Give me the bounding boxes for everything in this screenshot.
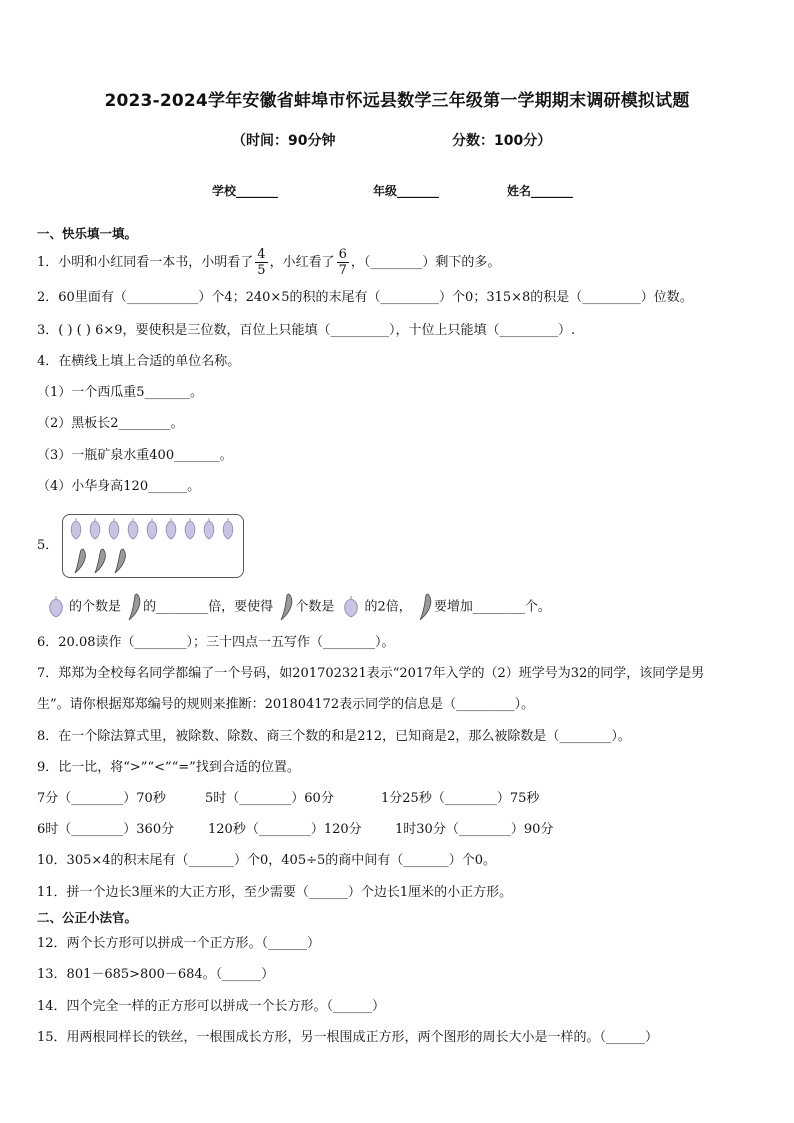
section-2-title: 二、公正小法官。 [37, 910, 138, 925]
question-15: 15．用两根同样长的铁丝，一根围成长方形，另一根围成正方形，两个图形的周长大小是一样的。（______） [37, 1030, 659, 1045]
section-1-title: 一、快乐填一填。 [37, 226, 138, 241]
question-11: 11．拼一个边长3厘米的大正方形，至少需要（______）个边长1厘米的小正方形。 [37, 885, 513, 900]
q1-text-a: 1．小明和小红同看一本书，小明看了 [37, 255, 254, 270]
question-12: 12．两个长方形可以拼成一个正方形。（______） [37, 936, 321, 951]
chili-pepper-icon [416, 592, 434, 622]
question-4-1: （1）一个西瓜重5_______。 [37, 385, 204, 400]
garlic-icon [338, 596, 364, 618]
question-1 [37, 247, 500, 278]
q9-row-1-b: 5时（________）60分 [205, 791, 334, 806]
question-9: 9．比一比，将“>”“<”“=”找到合适的位置。 [37, 760, 300, 775]
q5-text-4: 的2倍， [364, 599, 412, 615]
chili-pepper-icon-group [69, 547, 139, 575]
q5-text-2: 的________倍，要使得 [143, 599, 274, 615]
q9-row-2-a: 6时（________）360分 [37, 822, 175, 837]
chili-pepper-icon [277, 592, 295, 622]
question-2: 2．60里面有（___________）个4；240×5的积的末尾有（_________）个0；315×8的积是（_________）位数。 [37, 290, 693, 305]
question-10: 10．305×4的积末尾有（_______）个0，405÷5的商中间有（_______）个0。 [37, 853, 497, 868]
q9-row-1-a: 7分（________）70秒 [37, 791, 166, 806]
question-3: 3．( ) ( ) 6×9，要使积是三位数，百位上只能填（_________），十位上只能填（_________）. [37, 323, 576, 338]
school-field: 学校_______ [212, 184, 279, 198]
garlic-icon [43, 596, 69, 618]
total-score: 分数：100分） [452, 133, 552, 149]
grade-field: 年级_______ [373, 184, 440, 198]
question-6: 6．20.08读作（________）；三十四点一五写作（________）。 [37, 635, 395, 650]
question-8: 8．在一个除法算式里，被除数、除数、商三个数的和是212，已知商是2，那么被除数是（________）。 [37, 729, 631, 744]
time-limit: （时间：90分钟 [232, 133, 336, 149]
question-4-4: （4）小华身高120______。 [37, 479, 201, 494]
question-5-line [43, 592, 551, 622]
garlic-row [67, 517, 239, 543]
question-7-line-2: 生”。请你根据郑郑编号的规则来推断：201804172表示同学的信息是（_________）。 [37, 697, 535, 712]
name-field: 姓名_______ [507, 184, 574, 198]
q1-text-b: ，小红看了 [269, 255, 335, 270]
q5-picture-box [62, 514, 244, 578]
question-4-3: （3）一瓶矿泉水重400_______。 [37, 448, 233, 463]
pepper-row [69, 547, 139, 575]
chili-pepper-icon [125, 592, 143, 622]
garlic-icon-group [67, 517, 239, 543]
q1-text-c: ，（________）剩下的多。 [350, 255, 501, 270]
question-4: 4．在横线上填上合适的单位名称。 [37, 354, 241, 369]
q9-row-1-c: 1分25秒（________）75秒 [381, 791, 540, 806]
q5-text-5: 要增加________个。 [433, 599, 551, 615]
question-4-2: （2）黑板长2________。 [37, 416, 184, 431]
page-title: 2023-2024学年安徽省蚌埠市怀远县数学三年级第一学期期末调研模拟试题 [104, 91, 690, 111]
q5-text-3: 个数是 [295, 599, 335, 615]
q9-row-2-b: 120秒（________）120分 [208, 822, 362, 837]
fraction-4-5: $\frac{4}{5}$ [257, 247, 266, 278]
question-14: 14．四个完全一样的正方形可以拼成一个长方形。（______） [37, 999, 386, 1014]
question-5-number: 5． [37, 538, 59, 553]
q9-row-2-c: 1时30分（________）90分 [395, 822, 554, 837]
fraction-6-7: $\frac{6}{7}$ [338, 247, 347, 278]
question-7-line-1: 7．郑郑为全校每名同学都编了一个号码，如201702321表示“2017年入学的（2）班学号为32的同学，该同学是男 [37, 666, 705, 681]
q5-text-1: 的个数是 [69, 599, 122, 615]
question-13: 13．801－685>800－684。（______） [37, 967, 275, 982]
